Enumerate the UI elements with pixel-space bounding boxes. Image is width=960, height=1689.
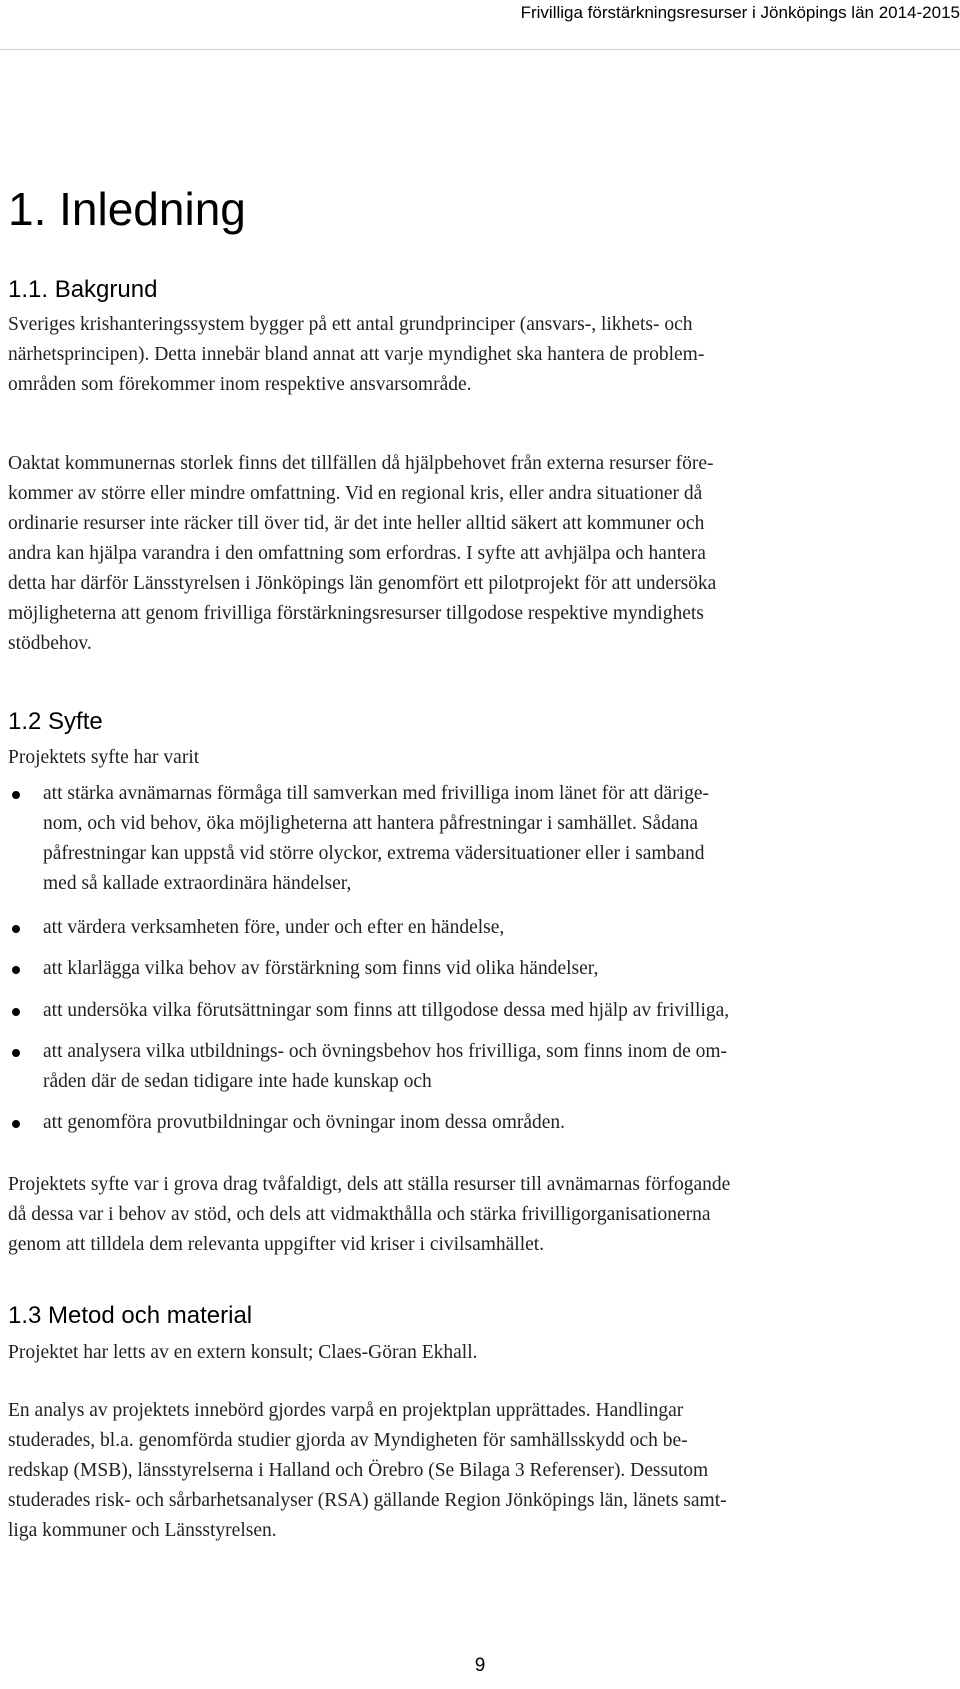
text-line: att klarlägga vilka behov av förstärkning som finns vid olika händelser,: [43, 958, 599, 979]
text-line: att undersöka vilka förutsättningar som finns att tillgodose dessa med hjälp av frivilliga,: [43, 1000, 730, 1021]
text-line: ordinarie resurser inte räcker till över tid, är det inte heller alltid säkert att kommuner och: [8, 513, 705, 534]
text-line: Oaktat kommunernas storlek finns det tillfällen då hjälpbehovet från externa resurser före-: [8, 453, 714, 474]
text-line: då dessa var i behov av stöd, och dels att vidmakthålla och stärka frivilligorganisationerna: [8, 1204, 711, 1225]
text-line: genom att tilldela dem relevanta uppgifter vid kriser i civilsamhället.: [8, 1234, 545, 1255]
text-line: påfrestningar kan uppstå vid större olyckor, extrema vädersituationer eller i samband: [43, 843, 705, 864]
page-number: 9: [474, 1655, 486, 1676]
bullet-icon: [12, 791, 20, 799]
section-title-metod: 1.3 Metod och material: [8, 1302, 253, 1329]
text-line: möjligheterna att genom frivilliga förstärkningsresurser tillgodose respektive myndighets: [8, 603, 704, 624]
bullet-icon: [12, 1008, 20, 1016]
bullet-icon: [12, 966, 20, 974]
list-item-text: [43, 1037, 953, 1097]
list-item-text: [43, 779, 953, 899]
text-line: att genomföra provutbildningar och övningar inom dessa områden.: [43, 1112, 566, 1133]
bakgrund-paragraph-2: [8, 449, 952, 659]
bullet-icon: [12, 1049, 20, 1057]
bakgrund-paragraph-1: [8, 310, 952, 400]
text-line: kommer av större eller mindre omfattning. Vid en regional kris, eller andra situationer då: [8, 483, 703, 504]
text-line: En analys av projektets innebörd gjordes varpå en projektplan upprättades. Handlingar: [8, 1400, 684, 1421]
text-line: områden som förekommer inom respektive ansvarsområde.: [8, 374, 472, 395]
metod-paragraph-1: [8, 1338, 952, 1368]
text-line: råden där de sedan tidigare inte hade kunskap och: [43, 1071, 432, 1092]
text-line: studerades risk- och sårbarhetsanalyser (RSA) gällande Region Jönköpings län, länets samt-: [8, 1490, 727, 1511]
text-line: liga kommuner och Länsstyrelsen.: [8, 1520, 277, 1541]
text-line: redskap (MSB), länsstyrelserna i Halland och Örebro (Se Bilaga 3 Referenser). Dessutom: [8, 1460, 709, 1481]
text-line: att stärka avnämarnas förmåga till samverkan med frivilliga inom länet för att därige-: [43, 783, 709, 804]
list-item-text: [43, 1108, 953, 1138]
section-title-syfte: 1.2 Syfte: [8, 708, 103, 735]
text-line: Projektets syfte var i grova drag tvåfaldigt, dels att ställa resurser till avnämarnas förfogande: [8, 1174, 731, 1195]
list-item-text: [43, 996, 953, 1026]
text-line: studerades, bl.a. genomförda studier gjorda av Myndigheten för samhällsskydd och be-: [8, 1430, 688, 1451]
text-line: närhetsprincipen). Detta innebär bland annat att varje myndighet ska hantera de problem-: [8, 344, 705, 365]
text-line: nom, och vid behov, öka möjligheterna att hantera påfrestningar i samhället. Sådana: [43, 813, 699, 834]
text-line: Projektet har letts av en extern konsult; Claes-Göran Ekhall.: [8, 1342, 478, 1363]
section-title-bakgrund: 1.1. Bakgrund: [8, 276, 158, 303]
text-line: detta har därför Länsstyrelsen i Jönköpings län genomfört ett pilotprojekt för att undersöka: [8, 573, 717, 594]
syfte-closing-paragraph: [8, 1170, 952, 1260]
list-item-text: [43, 954, 953, 984]
text-line: Sveriges krishanteringssystem bygger på ett antal grundprinciper (ansvars-, likhets- och: [8, 314, 693, 335]
text-line: med så kallade extraordinära händelser,: [43, 873, 352, 894]
text-line: att analysera vilka utbildnings- och övningsbehov hos frivilliga, som finns inom de om-: [43, 1041, 728, 1062]
text-line: Projektets syfte har varit: [8, 747, 200, 768]
bullet-icon: [12, 925, 20, 933]
list-item-text: [43, 913, 953, 943]
text-line: andra kan hjälpa varandra i den omfattning som erfordras. I syfte att avhjälpa och hantera: [8, 543, 706, 564]
text-line: stödbehov.: [8, 633, 92, 654]
metod-paragraph-2: [8, 1396, 952, 1546]
bullet-icon: [12, 1120, 20, 1128]
header-divider: [0, 49, 960, 50]
page-header: [0, 0, 960, 50]
chapter-title: 1. Inledning: [8, 183, 246, 235]
header-title: Frivilliga förstärkningsresurser i Jönköpings län 2014-2015: [520, 3, 960, 22]
syfte-intro: [8, 743, 952, 773]
text-line: att värdera verksamheten före, under och efter en händelse,: [43, 917, 505, 938]
